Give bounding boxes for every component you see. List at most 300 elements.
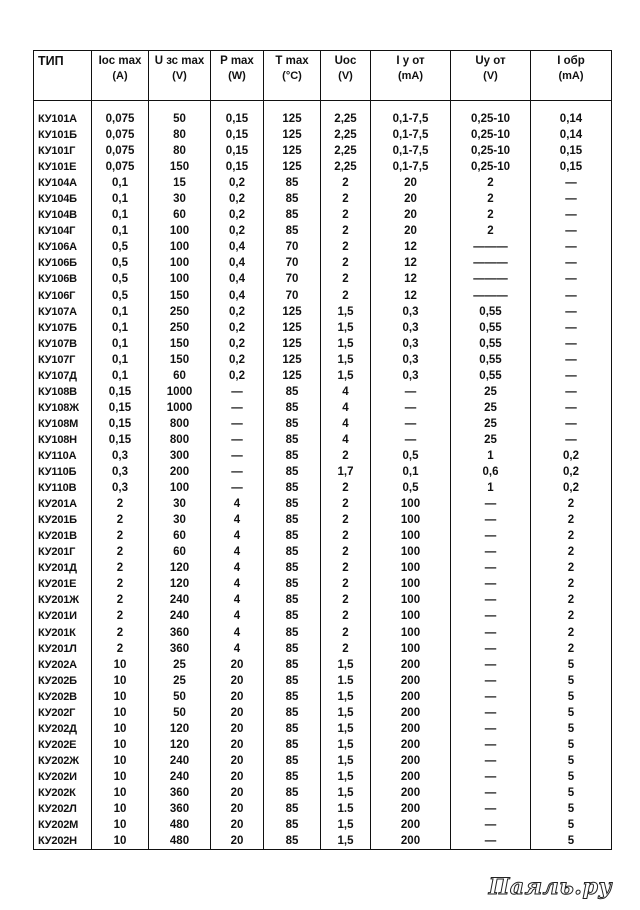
cell-p-max: 20 [211, 721, 264, 737]
cell-i-obr: — [531, 320, 612, 336]
cell-iy-ot: 100 [371, 592, 451, 608]
cell-p-max: 20 [211, 705, 264, 721]
cell-uoc: 4 [321, 416, 371, 432]
table-row [34, 817, 612, 833]
cell-ioc-max: 0,075 [92, 127, 149, 143]
cell-ioc-max: 10 [92, 753, 149, 769]
cell-uy-ot: 2 [451, 175, 531, 191]
cell-i-obr: 5 [531, 737, 612, 753]
cell-u-zs-max: 200 [149, 464, 211, 480]
table-row [34, 689, 612, 705]
table-row [34, 207, 612, 223]
table-row [34, 801, 612, 817]
cell-ioc-max: 2 [92, 560, 149, 576]
cell-iy-ot: 200 [371, 801, 451, 817]
cell-iy-ot: 200 [371, 737, 451, 753]
cell-u-zs-max: 800 [149, 432, 211, 448]
cell-type: КУ201И [34, 608, 92, 624]
cell-i-obr: 2 [531, 625, 612, 641]
table-row [34, 304, 612, 320]
cell-u-zs-max: 150 [149, 159, 211, 175]
cell-type: КУ201В [34, 528, 92, 544]
cell-u-zs-max: 100 [149, 255, 211, 271]
cell-iy-ot: 200 [371, 785, 451, 801]
cell-t-max: 85 [264, 400, 321, 416]
cell-iy-ot: 0,3 [371, 352, 451, 368]
cell-ioc-max: 2 [92, 544, 149, 560]
cell-u-zs-max: 30 [149, 496, 211, 512]
cell-t-max: 85 [264, 785, 321, 801]
cell-uy-ot: — [451, 592, 531, 608]
cell-type: КУ202А [34, 657, 92, 673]
cell-t-max: 85 [264, 833, 321, 850]
table-row [34, 400, 612, 416]
table-row [34, 625, 612, 641]
cell-i-obr: — [531, 368, 612, 384]
cell-t-max: 125 [264, 352, 321, 368]
header-row [34, 51, 612, 101]
cell-i-obr: — [531, 271, 612, 287]
cell-uy-ot: 0,25-10 [451, 143, 531, 159]
cell-ioc-max: 10 [92, 801, 149, 817]
cell-t-max: 85 [264, 769, 321, 785]
cell-uy-ot: — [451, 544, 531, 560]
cell-iy-ot: 20 [371, 223, 451, 239]
cell-uoc: 1,5 [321, 657, 371, 673]
cell-ioc-max: 10 [92, 657, 149, 673]
table-row [34, 480, 612, 496]
cell-type: КУ202Г [34, 705, 92, 721]
cell-ioc-max: 10 [92, 721, 149, 737]
cell-uy-ot: 1 [451, 480, 531, 496]
cell-iy-ot: 0,3 [371, 368, 451, 384]
cell-i-obr: 0,2 [531, 448, 612, 464]
cell-i-obr: 5 [531, 657, 612, 673]
cell-p-max: 20 [211, 769, 264, 785]
cell-uy-ot: 2 [451, 223, 531, 239]
cell-p-max: 4 [211, 576, 264, 592]
cell-t-max: 125 [264, 143, 321, 159]
cell-uy-ot: — [451, 801, 531, 817]
cell-i-obr: 5 [531, 769, 612, 785]
cell-t-max: 85 [264, 416, 321, 432]
cell-uy-ot: 2 [451, 207, 531, 223]
cell-type: КУ201К [34, 625, 92, 641]
cell-uy-ot: 25 [451, 416, 531, 432]
cell-t-max: 85 [264, 592, 321, 608]
cell-p-max: 0,2 [211, 320, 264, 336]
spacer-cell [34, 101, 92, 112]
cell-u-zs-max: 240 [149, 753, 211, 769]
cell-uoc: 2 [321, 512, 371, 528]
cell-p-max: — [211, 480, 264, 496]
table-row [34, 416, 612, 432]
cell-type: КУ108Ж [34, 400, 92, 416]
cell-i-obr: 5 [531, 689, 612, 705]
cell-ioc-max: 0,5 [92, 288, 149, 304]
cell-t-max: 85 [264, 512, 321, 528]
cell-uy-ot: 0,6 [451, 464, 531, 480]
cell-p-max: 20 [211, 785, 264, 801]
cell-type: КУ104А [34, 175, 92, 191]
cell-p-max: 4 [211, 528, 264, 544]
cell-t-max: 85 [264, 689, 321, 705]
cell-uy-ot: — [451, 689, 531, 705]
cell-type: КУ106Б [34, 255, 92, 271]
cell-p-max: 20 [211, 801, 264, 817]
cell-i-obr: 5 [531, 817, 612, 833]
cell-type: КУ108В [34, 384, 92, 400]
cell-uoc: 1,5 [321, 769, 371, 785]
table-row [34, 737, 612, 753]
cell-t-max: 85 [264, 801, 321, 817]
spacer-cell [321, 101, 371, 112]
cell-iy-ot: 100 [371, 528, 451, 544]
cell-i-obr: — [531, 432, 612, 448]
cell-u-zs-max: 250 [149, 320, 211, 336]
cell-type: КУ107Д [34, 368, 92, 384]
cell-u-zs-max: 50 [149, 111, 211, 127]
cell-ioc-max: 0,1 [92, 304, 149, 320]
cell-ioc-max: 0,1 [92, 207, 149, 223]
cell-uoc: 1,5 [321, 721, 371, 737]
header-uy-ot: Uy от (V) [451, 51, 531, 101]
cell-ioc-max: 0,1 [92, 352, 149, 368]
cell-i-obr: — [531, 400, 612, 416]
cell-i-obr: 2 [531, 528, 612, 544]
cell-uoc: 2 [321, 576, 371, 592]
table-row [34, 111, 612, 127]
header-t-max: T max (°C) [264, 51, 321, 101]
cell-type: КУ106А [34, 239, 92, 255]
cell-uoc: 1,5 [321, 753, 371, 769]
table-row [34, 159, 612, 175]
cell-ioc-max: 0,15 [92, 416, 149, 432]
cell-i-obr: 2 [531, 641, 612, 657]
cell-i-obr: 0,14 [531, 127, 612, 143]
cell-i-obr: 2 [531, 592, 612, 608]
cell-ioc-max: 2 [92, 592, 149, 608]
table-header [34, 51, 612, 101]
cell-p-max: 0,15 [211, 111, 264, 127]
cell-p-max: 0,15 [211, 159, 264, 175]
cell-uoc: 1,5 [321, 705, 371, 721]
cell-t-max: 70 [264, 255, 321, 271]
cell-i-obr: 5 [531, 833, 612, 850]
cell-t-max: 125 [264, 127, 321, 143]
cell-p-max: 0,2 [211, 336, 264, 352]
table-row [34, 769, 612, 785]
cell-iy-ot: 0,1 [371, 464, 451, 480]
table-row [34, 223, 612, 239]
cell-ioc-max: 10 [92, 673, 149, 689]
cell-type: КУ108Н [34, 432, 92, 448]
cell-type: КУ202И [34, 769, 92, 785]
cell-type: КУ201Д [34, 560, 92, 576]
cell-uy-ot: — [451, 753, 531, 769]
cell-ioc-max: 0,1 [92, 175, 149, 191]
cell-i-obr: 5 [531, 721, 612, 737]
cell-p-max: 0,4 [211, 288, 264, 304]
cell-type: КУ202Е [34, 737, 92, 753]
cell-uoc: 2 [321, 175, 371, 191]
cell-ioc-max: 2 [92, 641, 149, 657]
cell-i-obr: — [531, 384, 612, 400]
cell-type: КУ110А [34, 448, 92, 464]
cell-type: КУ104Г [34, 223, 92, 239]
cell-uoc: 4 [321, 384, 371, 400]
cell-ioc-max: 2 [92, 512, 149, 528]
cell-uoc: 2 [321, 223, 371, 239]
table-row [34, 384, 612, 400]
cell-p-max: 0,15 [211, 143, 264, 159]
cell-ioc-max: 10 [92, 705, 149, 721]
cell-iy-ot: 100 [371, 641, 451, 657]
cell-uy-ot: — [451, 785, 531, 801]
cell-i-obr: — [531, 255, 612, 271]
cell-p-max: 4 [211, 512, 264, 528]
cell-uy-ot: — [451, 833, 531, 850]
table-row [34, 576, 612, 592]
cell-p-max: — [211, 448, 264, 464]
cell-ioc-max: 0,1 [92, 336, 149, 352]
cell-t-max: 85 [264, 721, 321, 737]
cell-uoc: 2 [321, 592, 371, 608]
cell-type: КУ202Д [34, 721, 92, 737]
cell-p-max: 4 [211, 560, 264, 576]
cell-uoc: 2,25 [321, 143, 371, 159]
cell-uy-ot: — [451, 673, 531, 689]
cell-t-max: 85 [264, 576, 321, 592]
cell-iy-ot: 0,5 [371, 448, 451, 464]
cell-uy-ot: 0,55 [451, 304, 531, 320]
cell-uy-ot: ——— [451, 271, 531, 287]
cell-p-max: 0,2 [211, 352, 264, 368]
cell-ioc-max: 0,3 [92, 464, 149, 480]
cell-i-obr: — [531, 304, 612, 320]
header-uoc: Uoc (V) [321, 51, 371, 101]
cell-ioc-max: 10 [92, 817, 149, 833]
spacer-cell [531, 101, 612, 112]
site-watermark: Паяль.ру [488, 874, 612, 900]
cell-i-obr: 2 [531, 512, 612, 528]
cell-t-max: 85 [264, 207, 321, 223]
table-row [34, 560, 612, 576]
cell-i-obr: — [531, 191, 612, 207]
cell-u-zs-max: 60 [149, 528, 211, 544]
cell-ioc-max: 2 [92, 496, 149, 512]
cell-uoc: 2 [321, 560, 371, 576]
cell-u-zs-max: 100 [149, 239, 211, 255]
cell-uy-ot: 0,55 [451, 320, 531, 336]
cell-p-max: 20 [211, 753, 264, 769]
cell-u-zs-max: 300 [149, 448, 211, 464]
cell-iy-ot: 12 [371, 255, 451, 271]
cell-uy-ot: 1 [451, 448, 531, 464]
table-row [34, 833, 612, 850]
cell-t-max: 85 [264, 753, 321, 769]
cell-ioc-max: 0,075 [92, 111, 149, 127]
cell-t-max: 125 [264, 336, 321, 352]
cell-t-max: 70 [264, 239, 321, 255]
cell-uy-ot: — [451, 496, 531, 512]
cell-p-max: 20 [211, 689, 264, 705]
cell-i-obr: 2 [531, 608, 612, 624]
spacer-cell [371, 101, 451, 112]
cell-p-max: 0,2 [211, 223, 264, 239]
cell-uoc: 2 [321, 480, 371, 496]
cell-uy-ot: 25 [451, 432, 531, 448]
cell-p-max: 4 [211, 641, 264, 657]
cell-iy-ot: 20 [371, 191, 451, 207]
cell-i-obr: 2 [531, 496, 612, 512]
cell-t-max: 85 [264, 560, 321, 576]
cell-u-zs-max: 60 [149, 544, 211, 560]
cell-iy-ot: 200 [371, 753, 451, 769]
cell-type: КУ202Ж [34, 753, 92, 769]
spacer-cell [264, 101, 321, 112]
cell-ioc-max: 10 [92, 833, 149, 850]
cell-type: КУ201Е [34, 576, 92, 592]
cell-p-max: 0,4 [211, 255, 264, 271]
cell-type: КУ202В [34, 689, 92, 705]
cell-type: КУ101А [34, 111, 92, 127]
cell-type: КУ110Б [34, 464, 92, 480]
cell-type: КУ101Г [34, 143, 92, 159]
cell-t-max: 85 [264, 544, 321, 560]
cell-uoc: 1,5 [321, 737, 371, 753]
cell-uoc: 2 [321, 448, 371, 464]
cell-uy-ot: — [451, 528, 531, 544]
table-body [34, 101, 612, 850]
cell-ioc-max: 10 [92, 769, 149, 785]
cell-i-obr: — [531, 288, 612, 304]
cell-t-max: 85 [264, 737, 321, 753]
cell-t-max: 125 [264, 304, 321, 320]
cell-u-zs-max: 240 [149, 592, 211, 608]
cell-type: КУ201Ж [34, 592, 92, 608]
cell-iy-ot: 0,3 [371, 320, 451, 336]
table-row [34, 641, 612, 657]
cell-t-max: 125 [264, 111, 321, 127]
cell-ioc-max: 0,5 [92, 255, 149, 271]
cell-i-obr: 5 [531, 673, 612, 689]
table-row [34, 496, 612, 512]
cell-uoc: 1,5 [321, 304, 371, 320]
cell-i-obr: — [531, 336, 612, 352]
cell-type: КУ104Б [34, 191, 92, 207]
cell-iy-ot: 0,5 [371, 480, 451, 496]
cell-p-max: 0,2 [211, 191, 264, 207]
cell-uoc: 1,5 [321, 368, 371, 384]
cell-p-max: 4 [211, 625, 264, 641]
cell-type: КУ110В [34, 480, 92, 496]
cell-uy-ot: — [451, 560, 531, 576]
cell-uy-ot: — [451, 769, 531, 785]
cell-t-max: 125 [264, 320, 321, 336]
cell-u-zs-max: 240 [149, 608, 211, 624]
cell-p-max: 4 [211, 592, 264, 608]
cell-uy-ot: — [451, 576, 531, 592]
cell-type: КУ107Г [34, 352, 92, 368]
cell-type: КУ106В [34, 271, 92, 287]
cell-p-max: 0,15 [211, 127, 264, 143]
cell-p-max: 20 [211, 657, 264, 673]
cell-i-obr: 5 [531, 785, 612, 801]
cell-type: КУ202М [34, 817, 92, 833]
cell-type: КУ101Е [34, 159, 92, 175]
table-row [34, 448, 612, 464]
cell-p-max: 20 [211, 737, 264, 753]
cell-iy-ot: 200 [371, 705, 451, 721]
cell-p-max: 0,4 [211, 271, 264, 287]
cell-uoc: 2 [321, 271, 371, 287]
cell-u-zs-max: 360 [149, 801, 211, 817]
cell-iy-ot: 200 [371, 657, 451, 673]
cell-p-max: 0,2 [211, 207, 264, 223]
cell-type: КУ108М [34, 416, 92, 432]
cell-u-zs-max: 100 [149, 271, 211, 287]
table-row [34, 464, 612, 480]
cell-ioc-max: 0,075 [92, 143, 149, 159]
cell-t-max: 85 [264, 641, 321, 657]
cell-u-zs-max: 120 [149, 721, 211, 737]
cell-p-max: 20 [211, 673, 264, 689]
cell-p-max: 20 [211, 833, 264, 850]
header-u-zs-max: U зс max (V) [149, 51, 211, 101]
cell-iy-ot: 100 [371, 560, 451, 576]
table-row [34, 528, 612, 544]
cell-type: КУ202Б [34, 673, 92, 689]
table-row [34, 191, 612, 207]
cell-uoc: 1,5 [321, 785, 371, 801]
cell-type: КУ201Г [34, 544, 92, 560]
cell-type: КУ201Л [34, 641, 92, 657]
table-row [34, 255, 612, 271]
cell-t-max: 85 [264, 817, 321, 833]
cell-i-obr: 0,15 [531, 143, 612, 159]
cell-iy-ot: 12 [371, 288, 451, 304]
cell-uoc: 1.5 [321, 801, 371, 817]
cell-p-max: — [211, 400, 264, 416]
cell-uoc: 4 [321, 400, 371, 416]
table-row [34, 673, 612, 689]
cell-u-zs-max: 50 [149, 705, 211, 721]
table-row [34, 432, 612, 448]
cell-type: КУ107В [34, 336, 92, 352]
cell-uy-ot: 0,55 [451, 336, 531, 352]
cell-uy-ot: — [451, 641, 531, 657]
cell-p-max: — [211, 432, 264, 448]
cell-uoc: 1,5 [321, 817, 371, 833]
spacer-cell [211, 101, 264, 112]
cell-i-obr: 2 [531, 544, 612, 560]
cell-t-max: 85 [264, 432, 321, 448]
cell-uy-ot: — [451, 608, 531, 624]
cell-p-max: — [211, 464, 264, 480]
cell-uoc: 2 [321, 191, 371, 207]
cell-type: КУ202К [34, 785, 92, 801]
cell-iy-ot: 100 [371, 608, 451, 624]
table-row [34, 175, 612, 191]
cell-u-zs-max: 100 [149, 223, 211, 239]
table-row [34, 753, 612, 769]
cell-uoc: 2 [321, 608, 371, 624]
cell-t-max: 85 [264, 223, 321, 239]
spacer-cell [92, 101, 149, 112]
cell-uy-ot: — [451, 705, 531, 721]
cell-u-zs-max: 800 [149, 416, 211, 432]
